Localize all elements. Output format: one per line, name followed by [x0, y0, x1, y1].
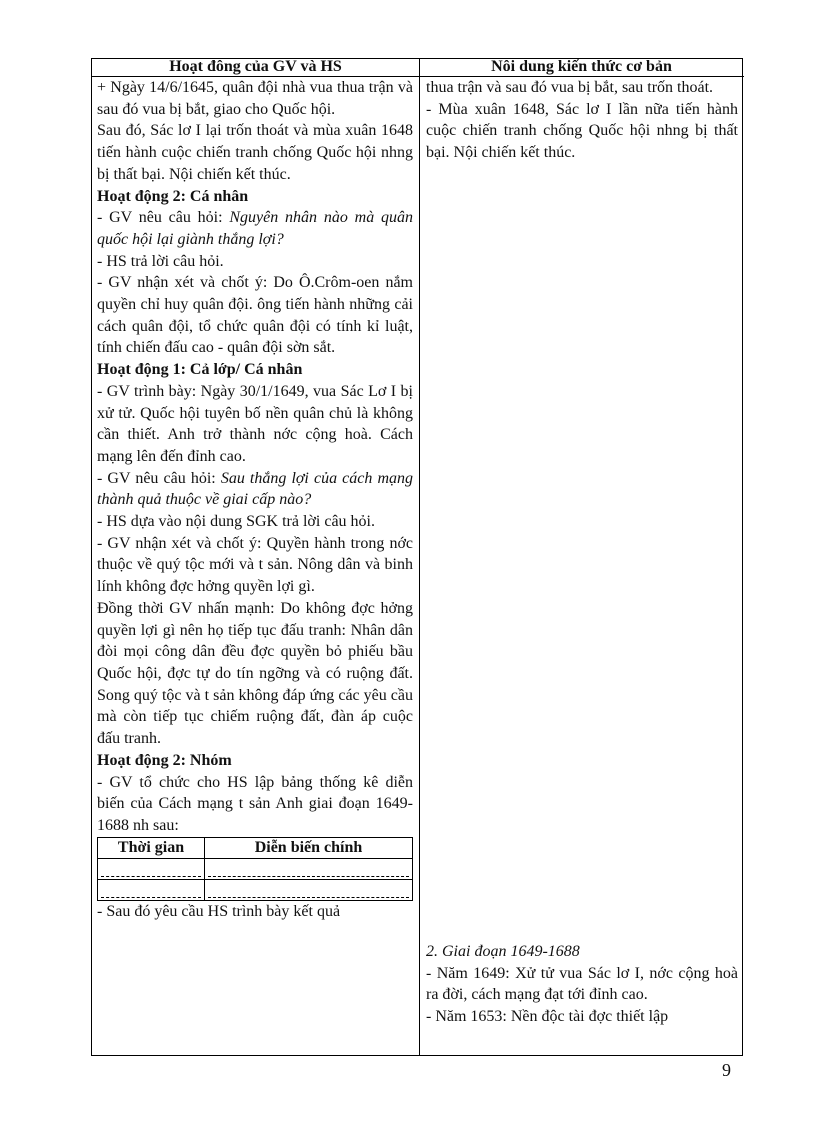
table-row — [98, 879, 413, 900]
timeline-table — [97, 837, 413, 901]
table-header-time: Thời gian — [98, 837, 205, 858]
paragraph: Đồng thời GV nhấn mạnh: Do không đợc hởng quyền lợi gì nên họ tiếp tục đấu tranh: Nhân dân đòi mọi công dân đều đợc quyền bỏ phiếu bầu Quốc hội, đợc tự do tín ngỡng và có ruộng đất. Song quý tộc và t sản không đáp ứng các yêu cầu mà còn tiếp tục chiếm ruộng đất, đàn áp cuộc đấu tranh. — [97, 599, 413, 748]
section-heading: Hoạt động 2: Cá nhân — [97, 187, 249, 205]
paragraph: - Mùa xuân 1648, Sác lơ I lần nữa tiến hành cuộc chiến tranh chống Quốc hội nhng bị thất bại. Nội chiến kết thúc. — [426, 100, 738, 162]
question-prefix: - GV nêu câu hỏi: — [97, 209, 230, 227]
table-header-events: Diễn biến chính — [205, 837, 413, 858]
question-text: Sau thắng lợi của cách mạng thành quả thuộc về giai cấp nào? — [97, 469, 414, 509]
paragraph: - Năm 1649: Xử tử vua Sác lơ I, nớc cộng hoà ra đời, cách mạng đạt tới đỉnh cao. — [426, 964, 738, 1004]
lesson-table — [91, 58, 743, 1056]
paragraph: - GV tổ chức cho HS lập bảng thống kê diễn biến của Cách mạng t sản Anh giai đoạn 1649-1688 nh sau: — [97, 773, 413, 834]
question-prefix: - GV nêu câu hỏi: — [97, 469, 221, 487]
table-cell — [205, 858, 413, 879]
section-heading: Hoạt động 2: Nhóm — [97, 751, 232, 769]
question-paragraph — [97, 468, 413, 511]
right-column-header: Nôi dung kiến thức cơ bản — [419, 59, 744, 77]
left-column-header: Hoạt đông của GV và HS — [92, 59, 419, 77]
paragraph: + Ngày 14/6/1645, quân đội nhà vua thua trận và sau đó vua bị bắt, giao cho Quốc hội. — [97, 79, 413, 118]
section-subheading: 2. Giai đoạn 1649-1688 — [426, 942, 580, 960]
paragraph: thua trận và sau đó vua bị bắt, sau trốn thoát. — [426, 79, 714, 96]
question-paragraph — [97, 207, 413, 250]
left-column — [97, 59, 413, 922]
table-cell — [205, 879, 413, 900]
paragraph: - GV nhận xét và chốt ý: Do Ô.Crôm-oen nắm quyền chỉ huy quân đội. ông tiến hành những cải cách quân đội, tổ chức quân đội có tính kỉ luật, tính chiến đấu cao - quân đội sờn sắt. — [97, 274, 413, 357]
right-column — [426, 59, 738, 1028]
paragraph: - HS dựa vào nội dung SGK trả lời câu hỏi. — [97, 513, 375, 531]
table-cell — [98, 879, 205, 900]
section-heading: Hoạt động 1: Cả lớp/ Cá nhân — [97, 361, 303, 379]
paragraph: - HS trả lời câu hỏi. — [97, 252, 224, 270]
table-row — [98, 858, 413, 879]
paragraph: - Sau đó yêu cầu HS trình bày kết quả — [97, 902, 341, 920]
question-text: Nguyên nhân nào mà quân quốc hội lại giành thắng lợi? — [97, 209, 413, 248]
page-number: 9 — [722, 1060, 731, 1080]
column-divider — [419, 59, 420, 1055]
paragraph: - GV nhận xét và chốt ý: Quyền hành trong nớc thuộc về quý tộc mới và t sản. Nông dân và binh lính không đợc hởng quyền lợi gì. — [97, 534, 413, 596]
paragraph: Sau đó, Sác lơ I lại trốn thoát và mùa xuân 1648 tiến hành cuộc chiến tranh chống Quốc hội nhng bị thất bại. Nội chiến kết thúc. — [97, 122, 413, 183]
table-cell — [98, 858, 205, 879]
paragraph: - GV trình bày: Ngày 30/1/1649, vua Sác Lơ I bị xử tử. Quốc hội tuyên bố nền quân chủ là không cần thiết. Anh trở thành nớc cộng hoà. Cách mạng lên đến đỉnh cao. — [97, 382, 413, 465]
paragraph: - Năm 1653: Nền độc tài đợc thiết lập — [426, 1007, 669, 1025]
